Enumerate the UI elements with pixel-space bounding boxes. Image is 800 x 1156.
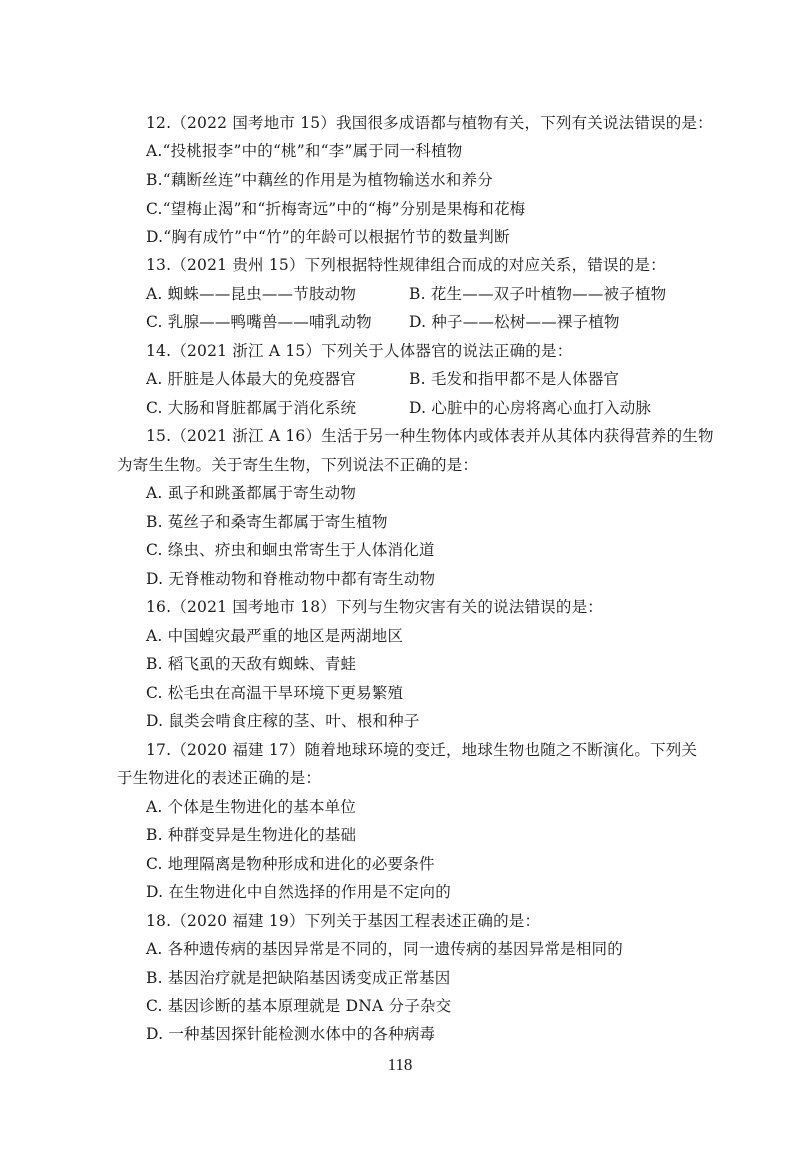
question-17-option-b: B. 种群变异是生物进化的基础	[146, 826, 357, 844]
question-12-option-b: B.“藕断丝连”中藕丝的作用是为植物输送水和养分	[146, 171, 493, 189]
question-16-option-a: A. 中国蝗灾最严重的地区是两湖地区	[146, 627, 404, 645]
question-12-option-d: D.“胸有成竹”中“竹”的年龄可以根据竹节的数量判断	[146, 228, 510, 246]
question-17-option-c: C. 地理隔离是物种形成和进化的必要条件	[146, 855, 435, 873]
question-15-stem: 15.（2021 浙江 A 16）生活于另一种生物体内或体表并从其体内获得营养的生物	[146, 427, 714, 445]
question-17-option-a: A. 个体是生物进化的基本单位	[146, 798, 357, 816]
question-17-option-d: D. 在生物进化中自然选择的作用是不定向的	[146, 883, 451, 901]
question-18-stem: 18.（2020 福建 19）下列关于基因工程表述正确的是：	[146, 912, 541, 930]
question-16-option-b: B. 稻飞虱的天敌有蜘蛛、青蛙	[146, 655, 357, 673]
question-18-option-b: B. 基因治疗就是把缺陷基因诱变成正常基因	[146, 969, 451, 987]
question-15-option-b: B. 菟丝子和桑寄生都属于寄生植物	[146, 513, 388, 531]
question-15-option-a: A. 虱子和跳蚤都属于寄生动物	[146, 484, 357, 502]
question-16-stem: 16.（2021 国考地市 18）下列与生物灾害有关的说法错误的是：	[146, 598, 603, 616]
question-13-option-d: D. 种子——松树——裸子植物	[409, 313, 620, 331]
question-18-option-d: D. 一种基因探针能检测水体中的各种病毒	[146, 1025, 436, 1043]
question-14-stem: 14.（2021 浙江 A 15）下列关于人体器官的说法正确的是：	[146, 342, 573, 360]
question-13-option-a: A. 蜘蛛——昆虫——节肢动物	[146, 285, 357, 303]
question-12-stem: 12.（2022 国考地市 15）我国很多成语都与植物有关，下列有关说法错误的是：	[146, 114, 713, 132]
question-14-option-d: D. 心脏中的心房将离心血打入动脉	[409, 399, 652, 417]
page-number: 118	[387, 1055, 413, 1074]
question-13-option-b: B. 花生——双子叶植物——被子植物	[409, 285, 667, 303]
question-15-stem-continued: 为寄生生物。关于寄生生物，下列说法不正确的是：	[117, 456, 479, 474]
question-14-option-b: B. 毛发和指甲都不是人体器官	[409, 370, 620, 388]
question-17-stem-continued: 于生物进化的表述正确的是：	[117, 769, 322, 787]
question-12-option-c: C.“望梅止渴”和“折梅寄远”中的“梅”分别是果梅和花梅	[146, 200, 526, 218]
question-18-option-a: A. 各种遗传病的基因异常是不同的，同一遗传病的基因异常是相同的	[146, 940, 623, 958]
question-16-option-d: D. 鼠类会啃食庄稼的茎、叶、根和种子	[146, 712, 420, 730]
question-13-stem: 13.（2021 贵州 15）下列根据特性规律组合而成的对应关系，错误的是：	[146, 256, 666, 274]
question-14-option-c: C. 大肠和肾脏都属于消化系统	[146, 399, 357, 417]
question-15-option-d: D. 无脊椎动物和脊椎动物中都有寄生动物	[146, 570, 436, 588]
question-16-option-c: C. 松毛虫在高温干旱环境下更易繁殖	[146, 684, 404, 702]
question-12-option-a: A.“投桃报李”中的“桃”和“李”属于同一科植物	[146, 142, 463, 160]
question-14-option-a: A. 肝脏是人体最大的免疫器官	[146, 370, 357, 388]
question-18-option-c: C. 基因诊断的基本原理就是 DNA 分子杂交	[146, 997, 452, 1015]
question-15-option-c: C. 绦虫、疥虫和蛔虫常寄生于人体消化道	[146, 541, 435, 559]
question-13-option-c: C. 乳腺——鸭嘴兽——哺乳动物	[146, 313, 372, 331]
question-17-stem: 17.（2020 福建 17）随着地球环境的变迁，地球生物也随之不断演化。下列关	[146, 741, 698, 759]
